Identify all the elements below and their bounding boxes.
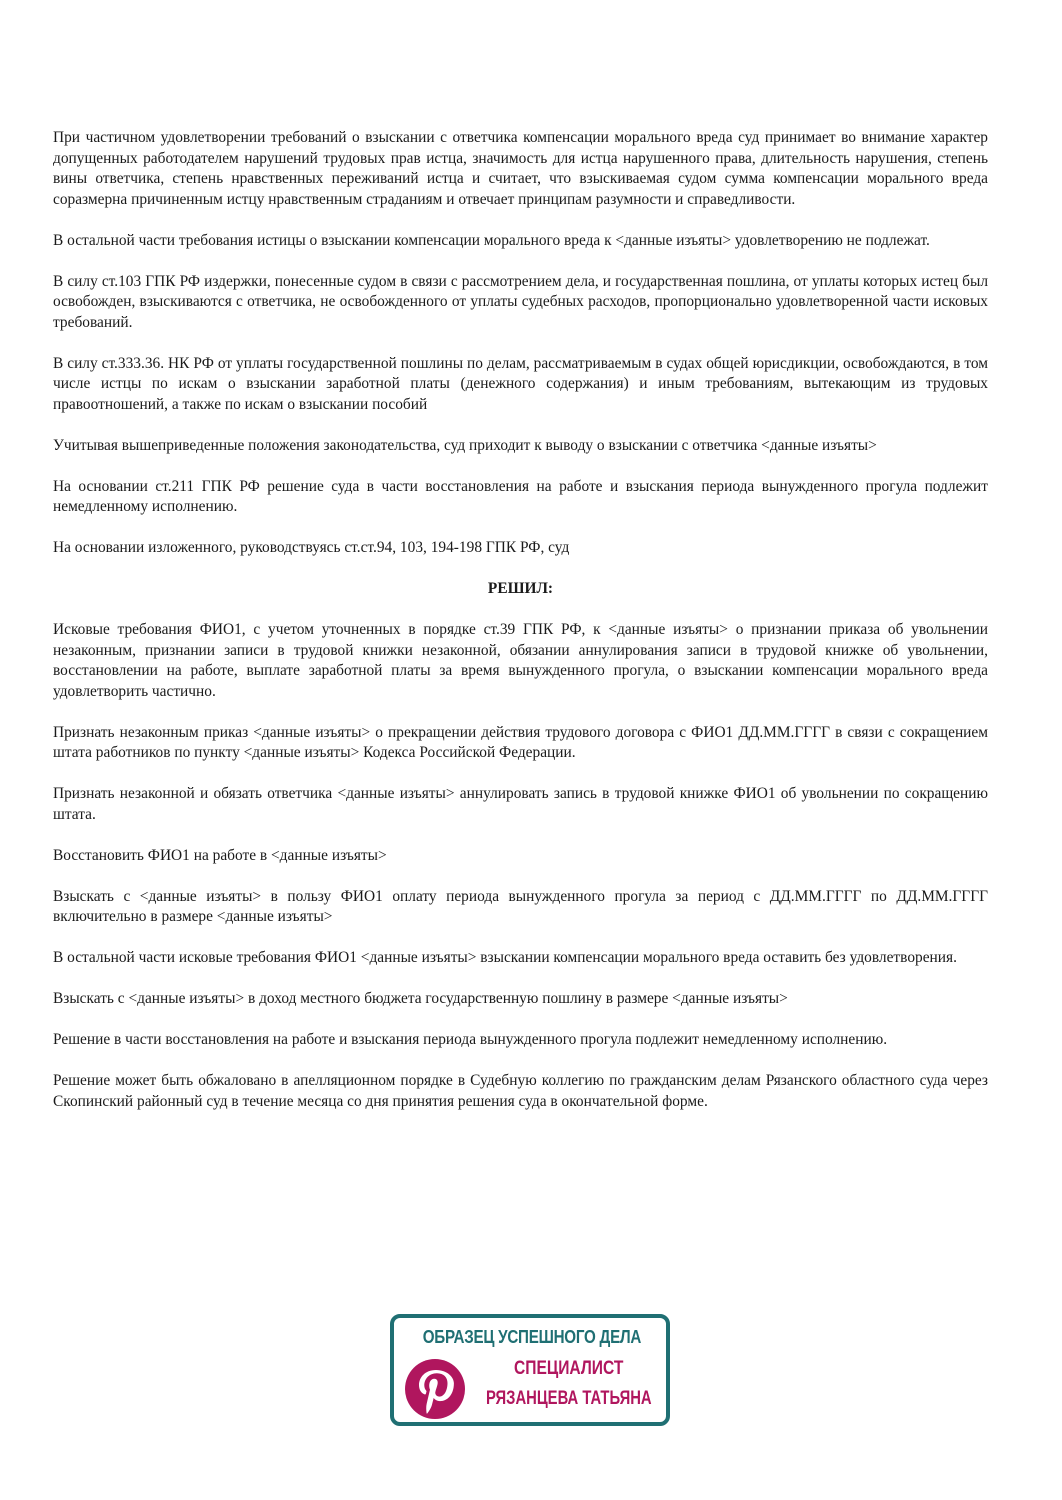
paragraph: На основании изложенного, руководствуясь ст.ст.94, 103, 194-198 ГПК РФ, суд <box>53 539 570 556</box>
paragraph: Восстановить ФИО1 на работе в <данные изъяты> <box>53 846 387 864</box>
stamp-name: РЯЗАНЦЕВА ТАТЬЯНА <box>486 1388 652 1409</box>
paragraph: При частичном удовлетворении требований о взыскании с ответчика компенсации морального вреда суд принимает во внимание характер допущенных работодателем нарушений трудовых прав истца, значимость для истца нарушенного права, длительность нарушения, степень вины ответчика, степень нравственных переживаний истца и считает, что взыскиваемая судом сумма компенсации морального вреда соразмерна причиненным истцу нравственным страданиям и отвечает принципам разумности и справедливости. <box>53 129 988 208</box>
paragraph: В силу ст.103 ГПК РФ издержки, понесенные судом в связи с рассмотрением дела, и государственная пошлина, от уплаты которых истец был освобожден, взыскиваются с ответчика, не освобожденного от уплаты судебных расходов, пропорционально удовлетворенной части исковых требований. <box>53 272 988 331</box>
paragraph: Признать незаконным приказ <данные изъяты> о прекращении действия трудового договора с ФИО1 ДД.ММ.ГГГГ в связи с сокращением штата работников по пункту <данные изъяты> Кодекса Российской Федерации. <box>53 723 988 761</box>
paragraph: Решение в части восстановления на работе и взыскания периода вынужденного прогула подлежит немедленному исполнению. <box>53 1031 888 1048</box>
paragraph: Исковые требования ФИО1, с учетом уточненных в порядке ст.39 ГПК РФ, к <данные изъяты> о признании приказа об увольнении незаконным, признании записи в трудовой книжки незаконной, обязании аннулирования записи в трудовой книжке об увольнении, восстановлении на работе, выплате заработной платы за время вынужденного прогула, о взыскании компенсации морального вреда удовлетворить частично. <box>53 621 988 700</box>
paragraph: В остальной части исковые требования ФИО1 <данные изъяты> взыскании компенсации морального вреда оставить без удовлетворения. <box>53 949 957 966</box>
paragraph: Признать незаконной и обязать ответчика <данные изъяты> аннулировать запись в трудовой книжке ФИО1 об увольнении по сокращению штата. <box>53 785 988 823</box>
paragraph: На основании ст.211 ГПК РФ решение суда в части восстановления на работе и взыскания периода вынужденного прогула подлежит немедленному исполнению. <box>53 477 988 515</box>
document-page <box>53 128 988 1133</box>
paragraph: Взыскать с <данные изъяты> в пользу ФИО1 оплату периода вынужденного прогула за период с ДД.ММ.ГГГГ по ДД.ММ.ГГГГ включительно в размере <данные изъяты> <box>53 887 988 925</box>
stamp-title: ОБРАЗЕЦ УСПЕШНОГО ДЕЛА <box>422 1326 642 1347</box>
decision-heading: РЕШИЛ: <box>487 580 554 597</box>
paragraph: В остальной части требования истицы о взыскании компенсации морального вреда к <данные изъяты> удовлетворению не подлежат. <box>53 231 930 249</box>
paragraph: Взыскать с <данные изъяты> в доход местного бюджета государственную пошлину в размере <данные изъяты> <box>53 990 788 1007</box>
paragraph: В силу ст.333.36. НК РФ от уплаты государственной пошлины по делам, рассматриваемым в судах общей юрисдикции, освобождаются, в том числе истцы по искам о взыскании заработной платы (денежного содержания) и иным требованиям, вытекающим из трудовых правоотношений, а также по искам о взыскании пособий <box>53 354 988 413</box>
paragraph: Учитывая вышеприведенные положения законодательства, суд приходит к выводу о взыскании с ответчика <данные изъяты> <box>53 436 877 454</box>
pinterest-logo-icon <box>404 1358 466 1420</box>
stamp-subtitle: СПЕЦИАЛИСТ <box>514 1358 624 1379</box>
sample-case-stamp <box>390 1314 670 1426</box>
paragraph: Решение может быть обжаловано в апелляционном порядке в Судебную коллегию по гражданским делам Рязанского областного суда через Скопинский районный суд в течение месяца со дня принятия решения суда в окончательной форме. <box>53 1072 988 1110</box>
